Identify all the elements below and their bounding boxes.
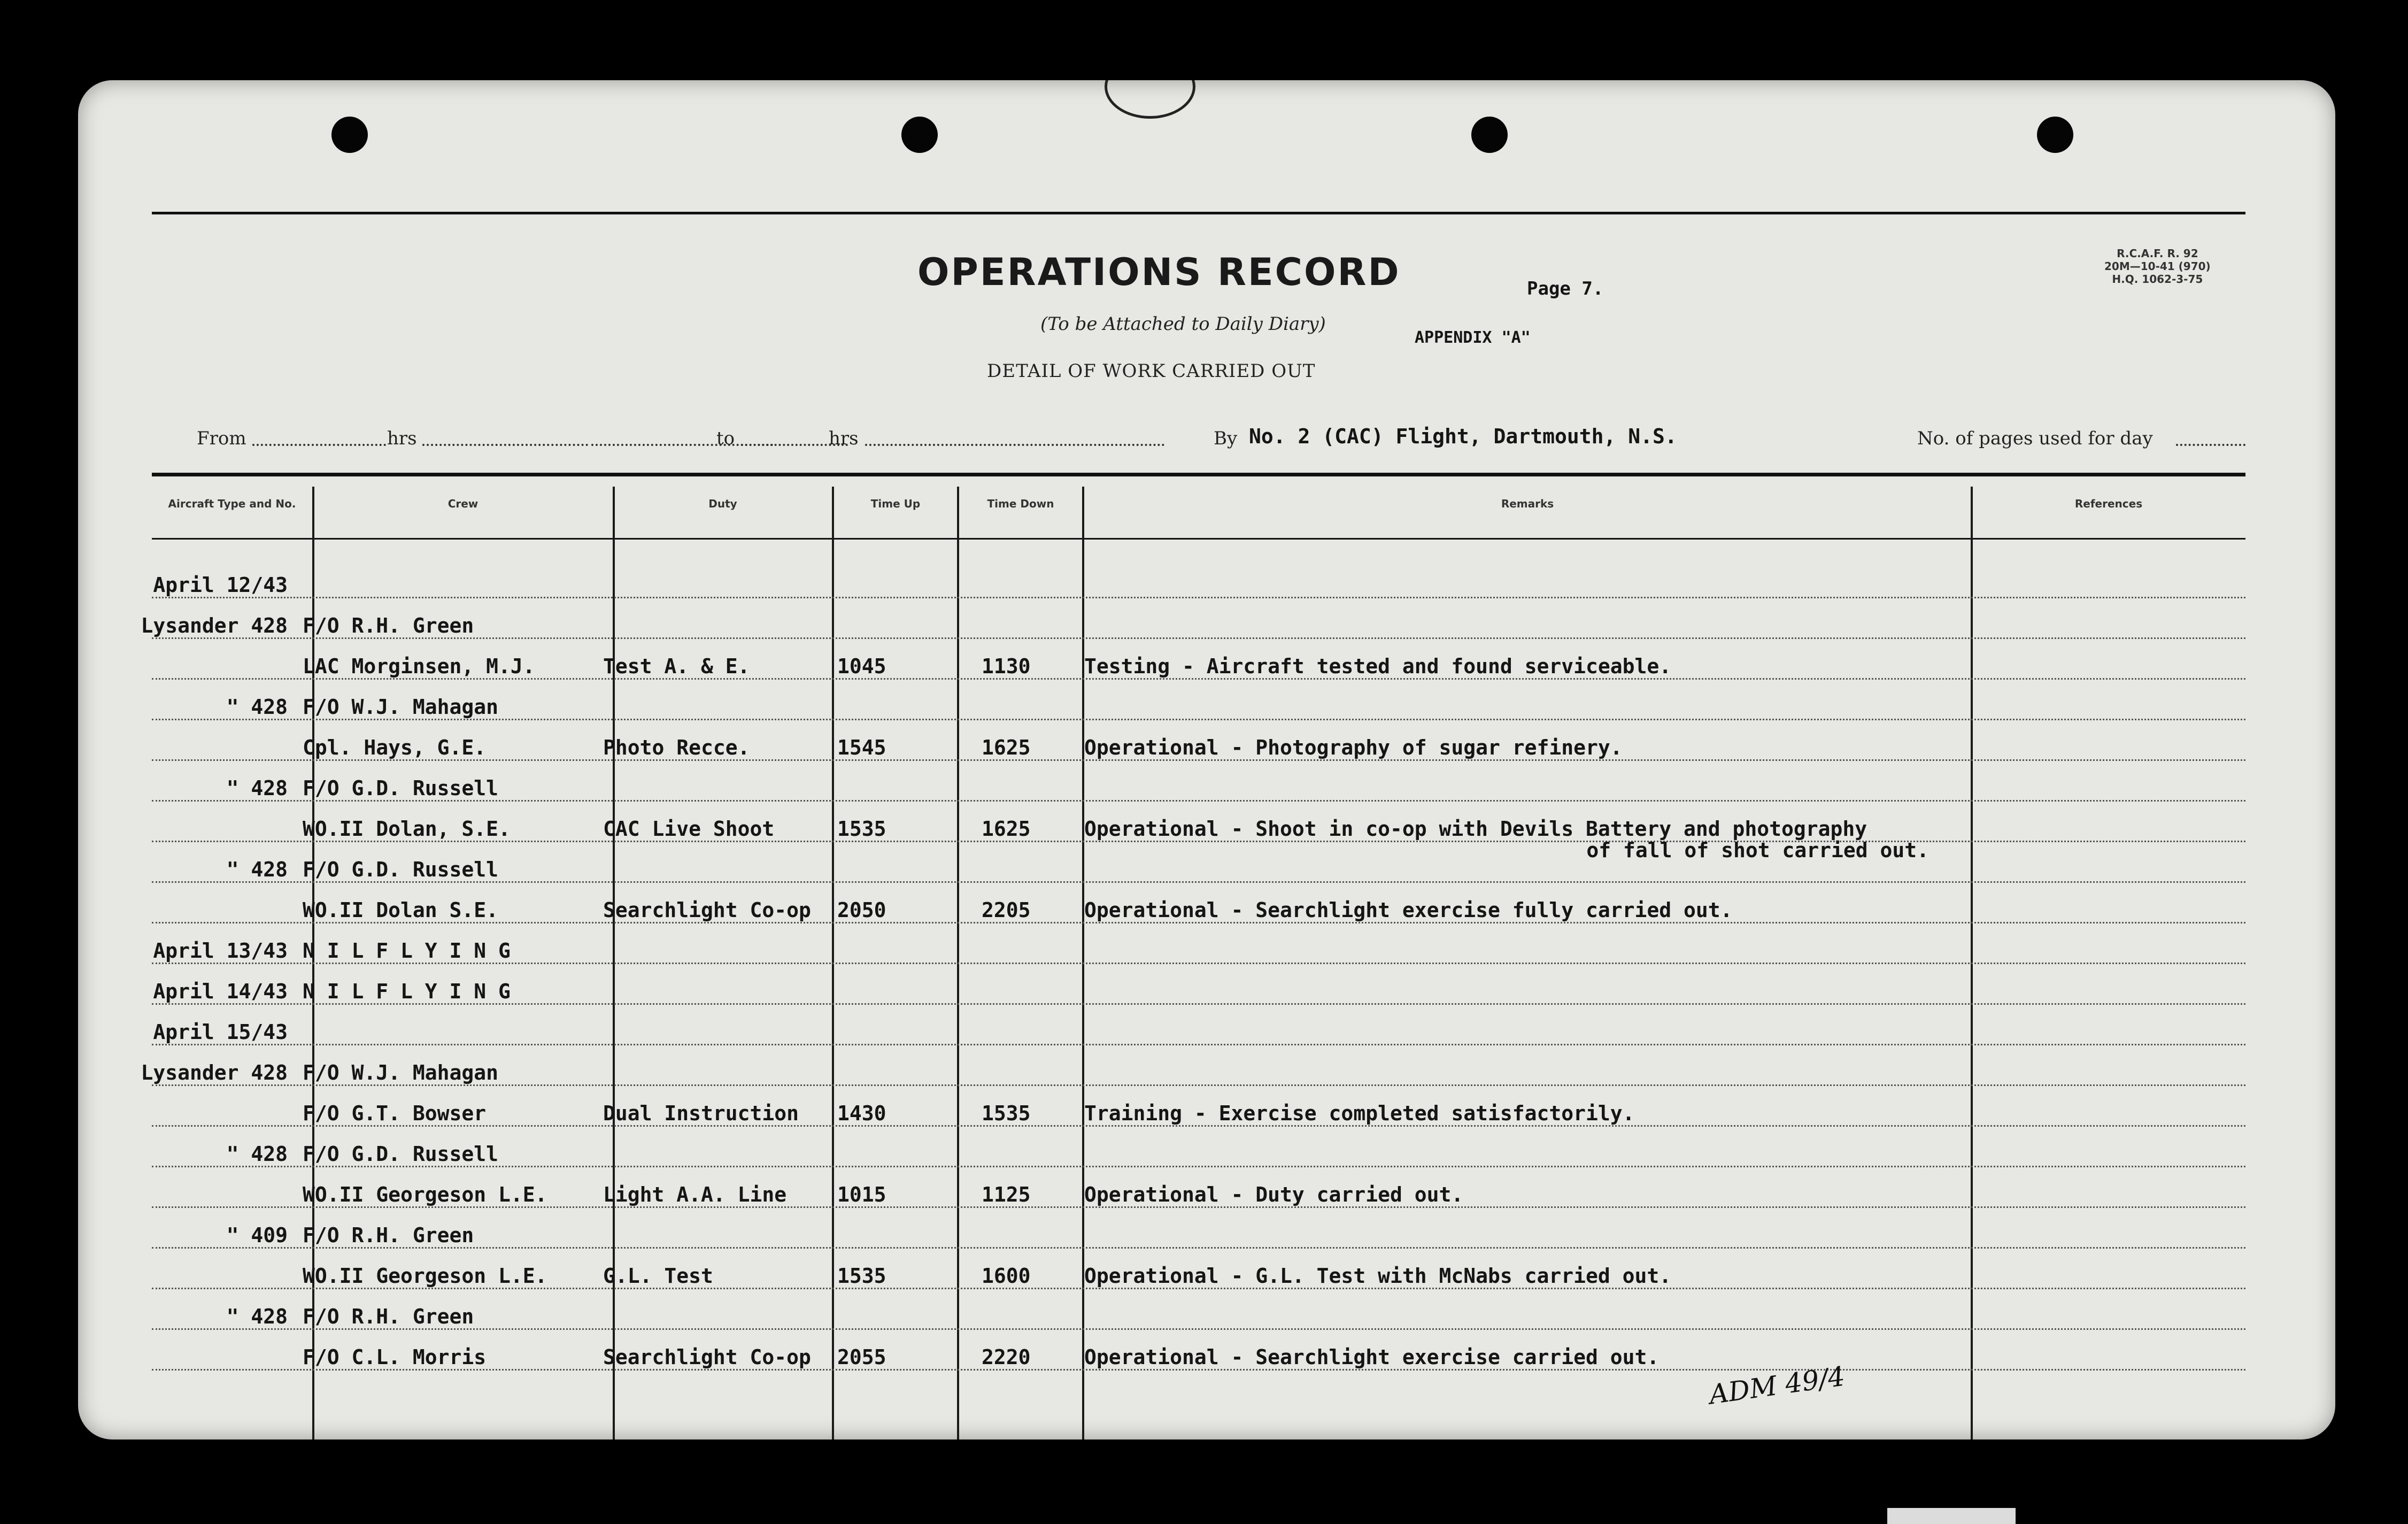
row-rule	[152, 922, 2245, 923]
time-up-cell: 1045	[837, 655, 886, 678]
aircraft-cell: " 428	[226, 1142, 288, 1166]
column-header-crew: Crew	[447, 497, 478, 510]
time-down-cell: 2220	[982, 1345, 1031, 1369]
record-card	[78, 80, 2335, 1440]
crew-cell: F/O R.H. Green	[303, 1305, 474, 1328]
page-subtitle: (To be Attached to Daily Diary)	[1040, 313, 1326, 335]
row-rule	[152, 1288, 2245, 1289]
time-up-cell: 1545	[837, 736, 886, 759]
row-rule	[152, 678, 2245, 680]
label-tag	[1887, 1508, 2016, 1524]
time-down-cell: 1125	[982, 1183, 1031, 1206]
detail-heading: DETAIL OF WORK CARRIED OUT	[987, 360, 1316, 382]
aircraft-cell: Lysander 428	[141, 1061, 288, 1084]
duty-cell: CAC Live Shoot	[603, 817, 775, 841]
duty-cell: Dual Instruction	[603, 1102, 799, 1125]
remarks-cell: Operational - Searchlight exercise fully carried out.	[1084, 898, 1733, 922]
remarks-cell: Operational - G.L. Test with McNabs carried out.	[1084, 1264, 1672, 1288]
punch-hole-4	[2037, 117, 2073, 153]
row-rule	[152, 719, 2245, 720]
crew-cell: LAC Morginsen, M.J.	[303, 655, 535, 678]
crew-cell: F/O G.D. Russell	[303, 858, 499, 881]
hrs-label: hrs	[829, 428, 859, 449]
row-rule	[152, 597, 2245, 598]
column-header-aircraft: Aircraft Type and No.	[168, 497, 296, 510]
time-up-cell: 1535	[837, 817, 886, 841]
from-label: From	[197, 428, 246, 449]
duty-cell: Light A.A. Line	[603, 1183, 787, 1206]
row-rule	[152, 1369, 2245, 1371]
top-rule	[152, 212, 2245, 214]
aircraft-cell: April 14/43	[153, 980, 288, 1003]
aircraft-cell: " 428	[226, 858, 288, 881]
duty-cell: Photo Recce.	[603, 736, 750, 759]
row-rule	[152, 881, 2245, 883]
row-rule	[152, 1328, 2245, 1330]
duty-cell: Searchlight Co-op	[603, 898, 811, 922]
row-rule	[152, 759, 2245, 761]
aircraft-cell: " 428	[226, 695, 288, 719]
time-up-cell: 1535	[837, 1264, 886, 1288]
row-rule	[152, 1166, 2245, 1167]
crew-cell: N I L F L Y I N G	[303, 980, 511, 1003]
time-down-cell: 1600	[982, 1264, 1031, 1288]
form-code-line: H.Q. 1062-3-75	[2112, 273, 2203, 286]
crew-cell: F/O R.H. Green	[303, 1223, 474, 1247]
crew-cell: F/O W.J. Mahagan	[303, 695, 499, 719]
time-down-cell: 1625	[982, 817, 1031, 841]
crew-cell: N I L F L Y I N G	[303, 939, 511, 963]
row-rule	[152, 637, 2245, 639]
form-code-line: R.C.A.F. R. 92	[2117, 247, 2198, 260]
time-down-cell: 1130	[982, 655, 1031, 678]
time-up-cell: 1430	[837, 1102, 886, 1125]
time-up-cell: 2050	[837, 898, 886, 922]
table-top-rule	[152, 473, 2245, 476]
aircraft-cell: April 13/43	[153, 939, 288, 963]
aircraft-cell: " 428	[226, 776, 288, 800]
column-header-references: References	[2074, 497, 2143, 510]
appendix-label: APPENDIX "A"	[1415, 328, 1531, 347]
punch-hole-3	[1471, 117, 1508, 153]
time-down-cell: 2205	[982, 898, 1031, 922]
from-field	[252, 444, 386, 446]
duty-cell: Test A. & E.	[603, 655, 750, 678]
time-down-cell: 1625	[982, 736, 1031, 759]
row-rule	[152, 1084, 2245, 1086]
remarks-cell: Operational - Shoot in co-op with Devils Battery and photography	[1084, 817, 1867, 841]
crew-cell: F/O R.H. Green	[303, 614, 474, 637]
pages-used-field	[2176, 444, 2245, 446]
column-header-time-up: Time Up	[870, 497, 921, 510]
by-unit: No. 2 (CAC) Flight, Dartmouth, N.S.	[1249, 425, 1677, 448]
column-header-remarks: Remarks	[1501, 497, 1554, 510]
row-rule	[152, 800, 2245, 802]
column-header-time-down: Time Down	[987, 497, 1054, 510]
remarks-cell: Training - Exercise completed satisfactorily.	[1084, 1102, 1635, 1125]
pages-used-label: No. of pages used for day	[1917, 428, 2153, 449]
row-rule	[152, 1044, 2245, 1045]
remarks-cell: Operational - Duty carried out.	[1084, 1183, 1464, 1206]
row-rule	[152, 1125, 2245, 1127]
crew-cell: WO.II Georgeson L.E.	[303, 1183, 547, 1206]
crew-cell: F/O G.D. Russell	[303, 776, 499, 800]
crew-cell: F/O W.J. Mahagan	[303, 1061, 499, 1084]
row-rule	[152, 1247, 2245, 1249]
crew-cell: Cpl. Hays, G.E.	[303, 736, 487, 759]
page-number: Page 7.	[1527, 278, 1604, 299]
time-up-cell: 1015	[837, 1183, 886, 1206]
row-rule	[152, 1206, 2245, 1208]
handwritten-note: ADM 49/4	[1707, 1360, 1847, 1411]
punch-hole-1	[331, 117, 368, 153]
punch-hole-2	[901, 117, 938, 153]
crew-cell: F/O G.T. Bowser	[303, 1102, 487, 1125]
column-header-duty: Duty	[708, 497, 737, 510]
remarks-cell-continued: of fall of shot carried out.	[1586, 838, 1929, 862]
crew-cell: F/O G.D. Russell	[303, 1142, 499, 1166]
duty-cell: Searchlight Co-op	[603, 1345, 811, 1369]
to-date-field	[865, 444, 1164, 446]
time-down-cell: 1535	[982, 1102, 1031, 1125]
aircraft-cell: April 15/43	[153, 1020, 288, 1044]
by-label: By	[1214, 428, 1238, 449]
crew-cell: F/O C.L. Morris	[303, 1345, 487, 1369]
hrs-label: hrs	[387, 428, 417, 449]
crew-cell: WO.II Dolan, S.E.	[303, 817, 511, 841]
form-code	[2104, 247, 2211, 286]
duty-cell: G.L. Test	[603, 1264, 713, 1288]
time-up-cell: 2055	[837, 1345, 886, 1369]
aircraft-cell: April 12/43	[153, 573, 288, 597]
aircraft-cell: " 428	[226, 1305, 288, 1328]
binder-tab	[1105, 80, 1195, 119]
row-rule	[152, 1003, 2245, 1005]
page-title: OPERATIONS RECORD	[917, 250, 1401, 294]
remarks-cell: Operational - Photography of sugar refinery.	[1084, 736, 1623, 759]
header-bottom-rule	[152, 538, 2245, 540]
from-date-field	[422, 444, 588, 446]
remarks-cell: Testing - Aircraft tested and found serviceable.	[1084, 655, 1672, 678]
form-code-line: 20M—10-41 (970)	[2104, 260, 2211, 273]
remarks-cell: Operational - Searchlight exercise carried out.	[1084, 1345, 1660, 1369]
row-rule	[152, 963, 2245, 964]
crew-cell: WO.II Dolan S.E.	[303, 898, 499, 922]
aircraft-cell: Lysander 428	[141, 614, 288, 637]
crew-cell: WO.II Georgeson L.E.	[303, 1264, 547, 1288]
to-label: to	[716, 428, 735, 449]
aircraft-cell: " 409	[226, 1223, 288, 1247]
